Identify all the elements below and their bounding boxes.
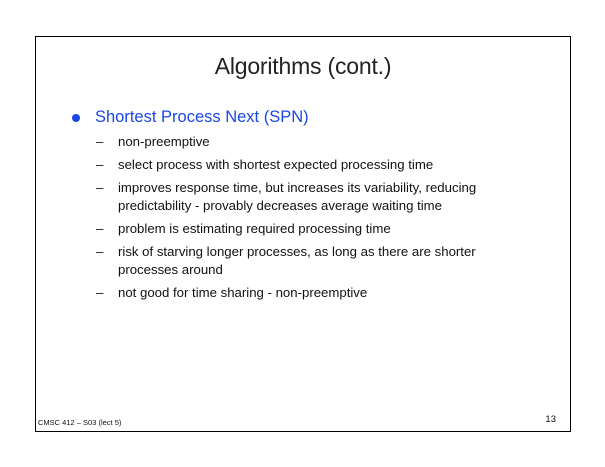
dash-icon: – [96, 244, 104, 259]
bullet-dot-icon [72, 114, 80, 122]
sub-bullet-item [96, 220, 536, 238]
slide-footer: CMSC 412 – S03 (lect 5) [38, 418, 122, 427]
sub-bullet-text: risk of starving longer processes, as long as there are shorter processes around [118, 244, 476, 277]
sub-bullet-item [96, 243, 536, 279]
sub-bullet-text: not good for time sharing - non-preemptive [118, 285, 368, 300]
main-bullet [72, 108, 309, 127]
sub-bullet-list [96, 133, 536, 307]
dash-icon: – [96, 134, 104, 149]
sub-bullet-text: select process with shortest expected processing time [118, 157, 434, 172]
dash-icon: – [96, 157, 104, 172]
sub-bullet-item [96, 156, 536, 174]
slide-title: Algorithms (cont.) [214, 53, 392, 79]
dash-icon: – [96, 285, 104, 300]
main-bullet-text: Shortest Process Next (SPN) [95, 108, 309, 126]
sub-bullet-text: improves response time, but increases its variability, reducing predictability - provably decreases average waiting time [118, 180, 477, 213]
sub-bullet-item [96, 284, 536, 302]
sub-bullet-text: problem is estimating required processing time [118, 221, 391, 236]
sub-bullet-item [96, 133, 536, 151]
sub-bullet-text: non-preemptive [118, 134, 210, 149]
dash-icon: – [96, 221, 104, 236]
page-number: 13 [545, 414, 556, 425]
dash-icon: – [96, 180, 104, 195]
sub-bullet-item [96, 179, 536, 215]
slide [35, 36, 571, 432]
